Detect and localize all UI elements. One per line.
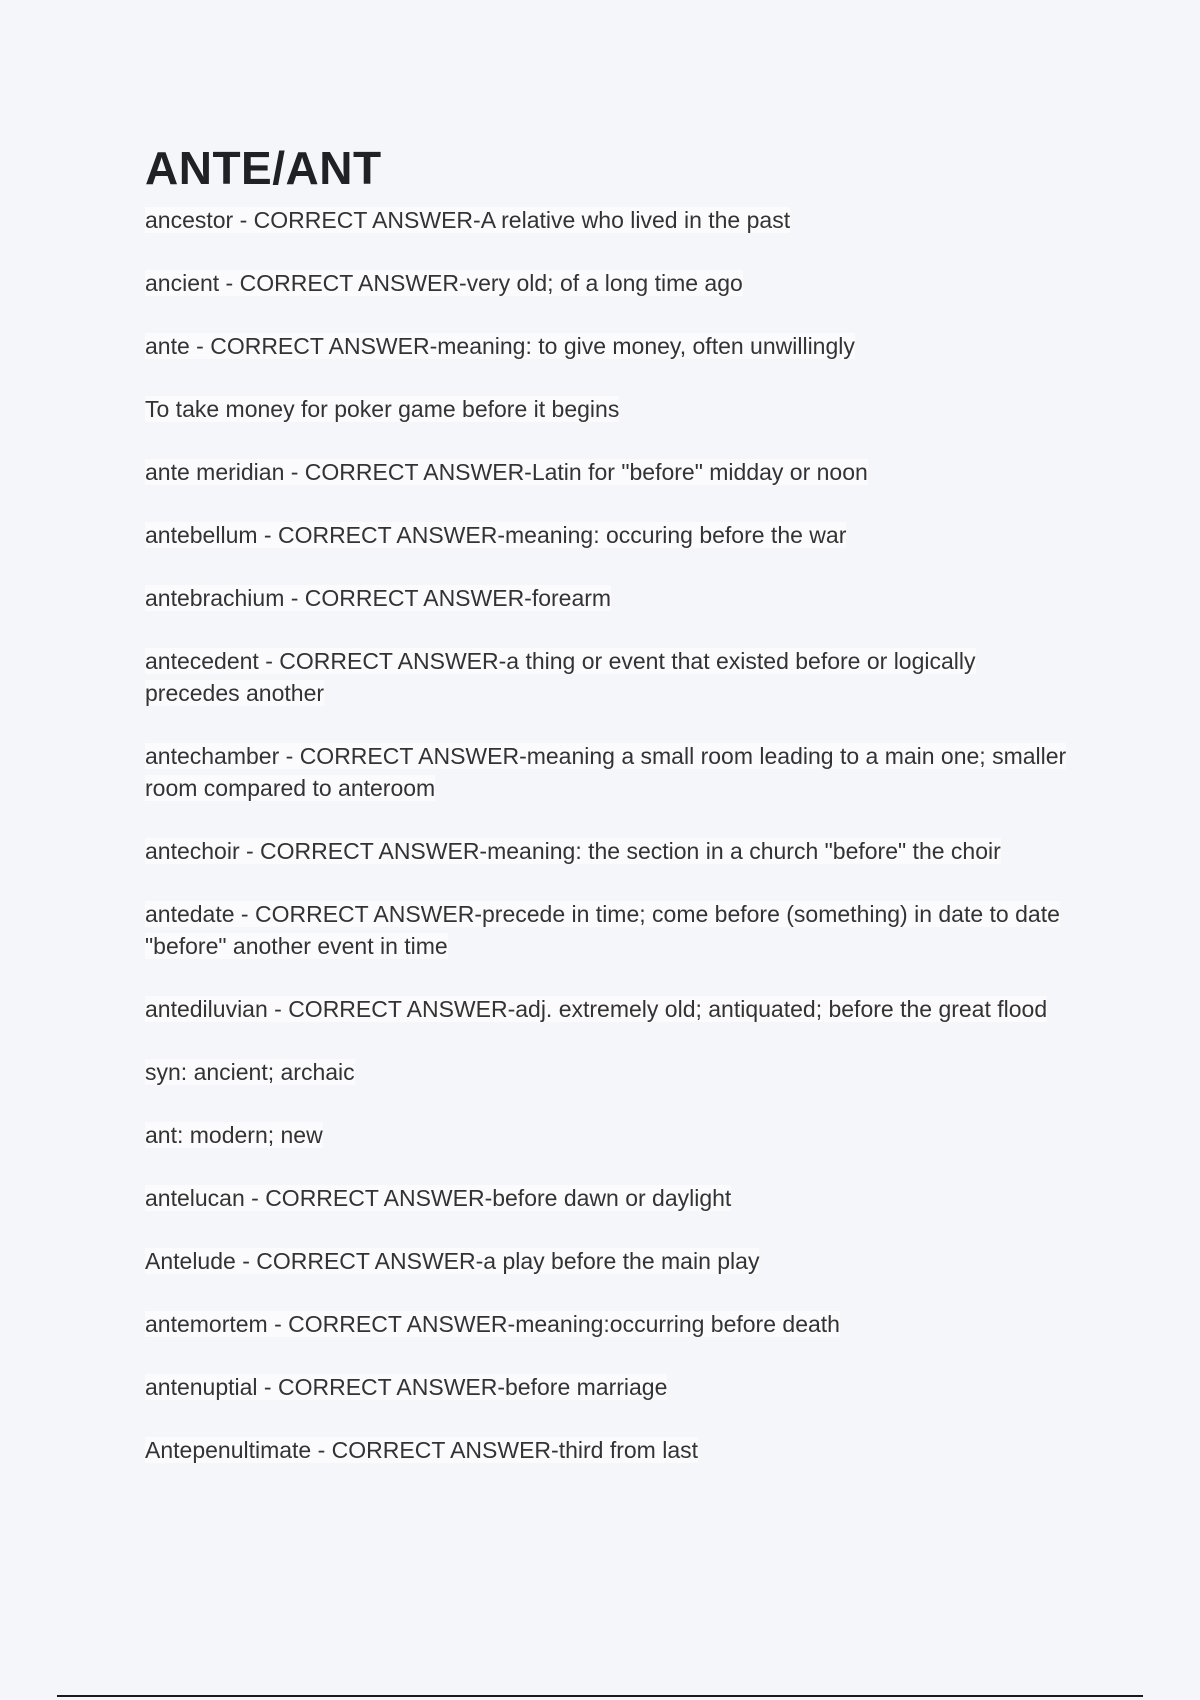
list-item [145,519,1075,551]
list-item [145,993,1075,1025]
entry-text: ante meridian - CORRECT ANSWER-Latin for "before" midday or noon [145,459,868,485]
entry-text: ante - CORRECT ANSWER-meaning: to give money, often unwillingly [145,333,855,359]
list-item [145,1182,1075,1214]
entry-text: antechoir - CORRECT ANSWER-meaning: the section in a church "before" the choir [145,838,1001,864]
entry-text: antelucan - CORRECT ANSWER-before dawn or daylight [145,1185,732,1211]
list-item [145,1056,1075,1088]
list-item [145,267,1075,299]
list-item [145,456,1075,488]
entry-text: ancient - CORRECT ANSWER-very old; of a long time ago [145,270,743,296]
list-item [145,740,1075,804]
footer-divider [57,1695,1143,1697]
list-item [145,645,1075,709]
entry-text: antebrachium - CORRECT ANSWER-forearm [145,585,612,611]
entry-text: antebellum - CORRECT ANSWER-meaning: occuring before the war [145,522,847,548]
list-item [145,330,1075,362]
list-item [145,393,1075,425]
entry-text: antemortem - CORRECT ANSWER-meaning:occurring before death [145,1311,840,1337]
list-item [145,1119,1075,1151]
list-item [145,898,1075,962]
entry-text: ancestor - CORRECT ANSWER-A relative who lived in the past [145,207,791,233]
page-title: ANTE/ANT [145,142,382,194]
entry-text: To take money for poker game before it begins [145,396,620,422]
entry-text: antechamber - CORRECT ANSWER-meaning a small room leading to a main one; smaller room compared to anteroom [145,743,1067,801]
list-item [145,835,1075,867]
list-item [145,1308,1075,1340]
entry-text: syn: ancient; archaic [145,1059,355,1085]
list-item [145,1245,1075,1277]
document-page [145,140,1075,1497]
entry-list [145,204,1075,1466]
list-item [145,1434,1075,1466]
entry-text: Antelude - CORRECT ANSWER-a play before the main play [145,1248,760,1274]
entry-text: antenuptial - CORRECT ANSWER-before marriage [145,1374,668,1400]
entry-text: antediluvian - CORRECT ANSWER-adj. extremely old; antiquated; before the great flood [145,996,1048,1022]
list-item [145,204,1075,236]
list-item [145,1371,1075,1403]
entry-text: antedate - CORRECT ANSWER-precede in time; come before (something) in date to date "before" another event in time [145,901,1060,959]
entry-text: Antepenultimate - CORRECT ANSWER-third from last [145,1437,699,1463]
list-item [145,582,1075,614]
entry-text: ant: modern; new [145,1122,323,1148]
entry-text: antecedent - CORRECT ANSWER-a thing or event that existed before or logically precedes another [145,648,976,706]
